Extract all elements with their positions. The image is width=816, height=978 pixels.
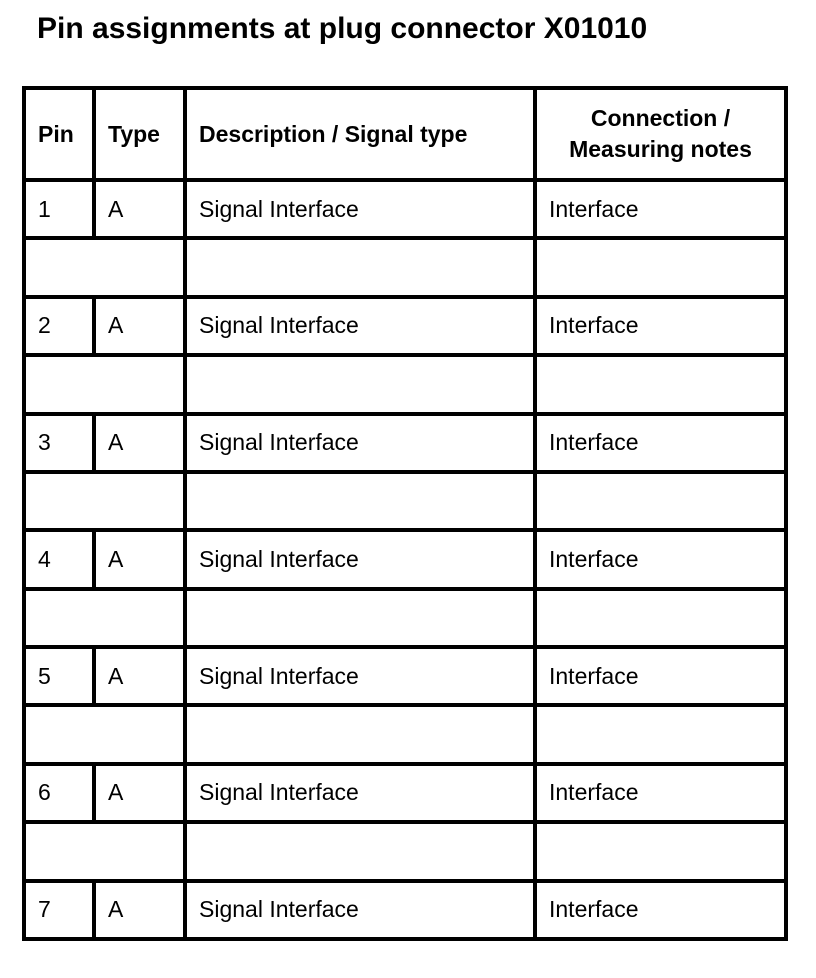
spacer-cell (185, 589, 535, 647)
spacer-cell (535, 705, 786, 763)
column-header-description: Description / Signal type (185, 88, 535, 180)
page-title: Pin assignments at plug connector X01010 (37, 12, 648, 45)
spacer-cell (185, 822, 535, 880)
cell-pin: 1 (24, 180, 94, 238)
spacer-row (24, 822, 786, 880)
cell-description: Signal Interface (185, 297, 535, 355)
column-header-type: Type (94, 88, 185, 180)
spacer-cell (24, 472, 185, 530)
pin-assignment-table (22, 86, 788, 941)
spacer-row (24, 589, 786, 647)
spacer-cell (24, 238, 185, 296)
spacer-row (24, 705, 786, 763)
column-header-pin: Pin (24, 88, 94, 180)
spacer-row (24, 238, 786, 296)
spacer-cell (535, 472, 786, 530)
spacer-row (24, 472, 786, 530)
table-row (24, 414, 786, 472)
spacer-cell (535, 589, 786, 647)
table-header-row (24, 88, 786, 180)
cell-connection: Interface (535, 764, 786, 822)
table-row (24, 881, 786, 940)
column-header-connection (535, 88, 786, 180)
cell-type: A (94, 530, 185, 588)
cell-pin: 3 (24, 414, 94, 472)
spacer-cell (185, 238, 535, 296)
cell-connection: Interface (535, 414, 786, 472)
cell-type: A (94, 881, 185, 940)
cell-connection: Interface (535, 297, 786, 355)
table-row (24, 530, 786, 588)
spacer-cell (535, 355, 786, 413)
table-row (24, 180, 786, 238)
spacer-row (24, 355, 786, 413)
spacer-cell (24, 589, 185, 647)
table-row (24, 647, 786, 705)
table-row (24, 764, 786, 822)
cell-description: Signal Interface (185, 180, 535, 238)
column-header-connection-line2: Measuring notes (569, 136, 752, 162)
cell-pin: 2 (24, 297, 94, 355)
cell-pin: 7 (24, 881, 94, 940)
spacer-cell (185, 705, 535, 763)
cell-type: A (94, 764, 185, 822)
cell-description: Signal Interface (185, 414, 535, 472)
cell-connection: Interface (535, 881, 786, 940)
spacer-cell (24, 355, 185, 413)
spacer-cell (185, 472, 535, 530)
table-row (24, 297, 786, 355)
spacer-cell (185, 355, 535, 413)
cell-connection: Interface (535, 180, 786, 238)
cell-pin: 6 (24, 764, 94, 822)
cell-description: Signal Interface (185, 764, 535, 822)
cell-type: A (94, 180, 185, 238)
spacer-cell (535, 238, 786, 296)
column-header-connection-line1: Connection / (590, 105, 731, 131)
cell-description: Signal Interface (185, 647, 535, 705)
spacer-cell (24, 822, 185, 880)
cell-pin: 5 (24, 647, 94, 705)
cell-pin: 4 (24, 530, 94, 588)
cell-connection: Interface (535, 647, 786, 705)
cell-type: A (94, 297, 185, 355)
cell-type: A (94, 647, 185, 705)
cell-connection: Interface (535, 530, 786, 588)
cell-description: Signal Interface (185, 881, 535, 940)
spacer-cell (535, 822, 786, 880)
cell-type: A (94, 414, 185, 472)
cell-description: Signal Interface (185, 530, 535, 588)
spacer-cell (24, 705, 185, 763)
